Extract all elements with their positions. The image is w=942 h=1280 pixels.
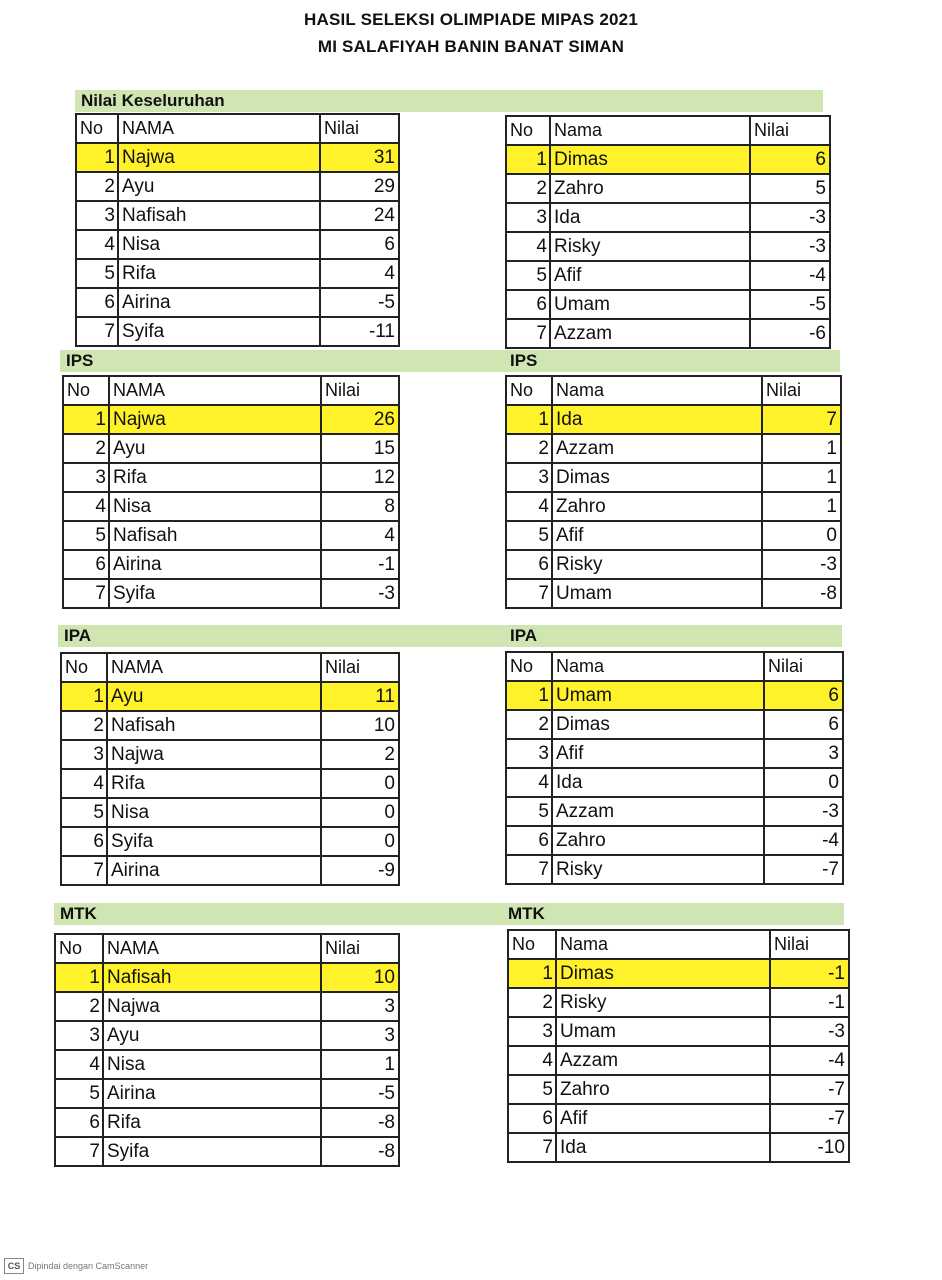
col-nilai-cell: 6: [764, 681, 843, 710]
col-no-cell: 2: [63, 434, 109, 463]
col-nilai-cell: -6: [750, 319, 830, 348]
col-no-cell: 1: [506, 145, 550, 174]
col-nama-cell: Azzam: [556, 1046, 770, 1075]
band-label-right: IPA: [510, 626, 538, 645]
document-subtitle: MI SALAFIYAH BANIN BANAT SIMAN: [317, 37, 625, 56]
col-nilai-cell: 7: [762, 405, 841, 434]
col-nama-cell: Najwa: [109, 405, 321, 434]
col-nilai-cell: 6: [764, 710, 843, 739]
col-no-cell: 1: [506, 681, 552, 710]
col-nama-cell: Airina: [103, 1079, 321, 1108]
col-nama-cell: Zahro: [556, 1075, 770, 1104]
col-nama-cell: Ayu: [103, 1021, 321, 1050]
band-label: IPS: [66, 351, 94, 370]
col-no-cell: 4: [506, 232, 550, 261]
table-header-row: [506, 652, 843, 681]
col-nilai-cell: 0: [321, 827, 399, 856]
col-nilai-cell: -4: [750, 261, 830, 290]
table-row: [506, 232, 830, 261]
col-no-cell: 4: [76, 230, 118, 259]
header-col-no: No: [55, 934, 103, 963]
col-no-cell: 5: [63, 521, 109, 550]
header-col-no: No: [506, 376, 552, 405]
table-header-row: [76, 114, 399, 143]
col-no-cell: 4: [61, 769, 107, 798]
table-row: [506, 463, 841, 492]
table-row: [55, 1021, 399, 1050]
col-nama-cell: Ida: [552, 768, 764, 797]
col-no-cell: 2: [506, 710, 552, 739]
col-no-cell: 2: [508, 988, 556, 1017]
col-nama-cell: Nisa: [103, 1050, 321, 1079]
col-nilai-cell: 3: [764, 739, 843, 768]
col-nilai-cell: 1: [321, 1050, 399, 1079]
table-row: [506, 550, 841, 579]
header-col-nilai: Nilai: [762, 376, 841, 405]
col-no-cell: 7: [506, 319, 550, 348]
header-col-nama: NAMA: [109, 376, 321, 405]
header-col-no: No: [508, 930, 556, 959]
col-no-cell: 4: [63, 492, 109, 521]
table-row: [506, 681, 843, 710]
col-nama-cell: Airina: [107, 856, 321, 885]
col-nama-cell: Dimas: [552, 710, 764, 739]
header-col-no: No: [76, 114, 118, 143]
col-nilai-cell: 6: [750, 145, 830, 174]
table-row: [506, 579, 841, 608]
col-nama-cell: Syifa: [103, 1137, 321, 1166]
table-row: [506, 768, 843, 797]
col-nilai-cell: -3: [750, 232, 830, 261]
table-row: [506, 739, 843, 768]
header-col-nama: Nama: [550, 116, 750, 145]
header-col-no: No: [63, 376, 109, 405]
col-no-cell: 5: [506, 261, 550, 290]
table-row: [63, 550, 399, 579]
col-no-cell: 5: [55, 1079, 103, 1108]
col-no-cell: 6: [61, 827, 107, 856]
col-nama-cell: Dimas: [550, 145, 750, 174]
table-row: [63, 463, 399, 492]
header-col-nilai: Nilai: [321, 653, 399, 682]
table-row: [506, 797, 843, 826]
table-row: [55, 1079, 399, 1108]
table-row: [506, 203, 830, 232]
col-nama-cell: Risky: [552, 550, 762, 579]
table-row: [506, 145, 830, 174]
col-no-cell: 5: [506, 521, 552, 550]
col-no-cell: 1: [76, 143, 118, 172]
table-row: [63, 521, 399, 550]
col-nama-cell: Umam: [550, 290, 750, 319]
col-no-cell: 5: [76, 259, 118, 288]
table-row: [55, 992, 399, 1021]
col-no-cell: 6: [506, 550, 552, 579]
table-row: [506, 174, 830, 203]
col-nilai-cell: -7: [770, 1104, 849, 1133]
header-col-no: No: [506, 652, 552, 681]
col-no-cell: 7: [63, 579, 109, 608]
table-row: [76, 143, 399, 172]
col-no-cell: 7: [508, 1133, 556, 1162]
table-row: [506, 319, 830, 348]
table-ipa-right: [505, 651, 844, 885]
col-nama-cell: Ida: [552, 405, 762, 434]
col-nama-cell: Rifa: [109, 463, 321, 492]
col-nama-cell: Ayu: [109, 434, 321, 463]
col-nama-cell: Ida: [556, 1133, 770, 1162]
col-nama-cell: Ayu: [107, 682, 321, 711]
col-nilai-cell: 6: [320, 230, 399, 259]
col-no-cell: 1: [55, 963, 103, 992]
col-nama-cell: Azzam: [552, 797, 764, 826]
col-nama-cell: Zahro: [552, 492, 762, 521]
col-nama-cell: Rifa: [118, 259, 320, 288]
col-no-cell: 7: [61, 856, 107, 885]
col-nilai-cell: 4: [320, 259, 399, 288]
document-title: HASIL SELEKSI OLIMPIADE MIPAS 2021: [304, 10, 638, 29]
table-mtk-right: [507, 929, 850, 1163]
col-nilai-cell: 10: [321, 711, 399, 740]
table-row: [76, 317, 399, 346]
table-row: [61, 827, 399, 856]
col-nilai-cell: 3: [321, 992, 399, 1021]
col-no-cell: 2: [76, 172, 118, 201]
col-nama-cell: Risky: [552, 855, 764, 884]
col-nama-cell: Najwa: [118, 143, 320, 172]
col-no-cell: 3: [63, 463, 109, 492]
col-nilai-cell: -4: [764, 826, 843, 855]
col-no-cell: 5: [506, 797, 552, 826]
col-nama-cell: Airina: [109, 550, 321, 579]
col-no-cell: 6: [506, 290, 550, 319]
col-nilai-cell: 0: [762, 521, 841, 550]
table-row: [506, 492, 841, 521]
table-header-row: [61, 653, 399, 682]
header-col-nama: NAMA: [107, 653, 321, 682]
section-band-ips: [60, 350, 840, 372]
col-nilai-cell: -3: [764, 797, 843, 826]
col-no-cell: 7: [55, 1137, 103, 1166]
header-col-nama: NAMA: [103, 934, 321, 963]
col-no-cell: 4: [508, 1046, 556, 1075]
col-nama-cell: Afif: [550, 261, 750, 290]
col-nama-cell: Umam: [556, 1017, 770, 1046]
col-nilai-cell: 31: [320, 143, 399, 172]
col-nilai-cell: 1: [762, 434, 841, 463]
header-col-nama: Nama: [552, 652, 764, 681]
header-col-nilai: Nilai: [770, 930, 849, 959]
col-nilai-cell: -9: [321, 856, 399, 885]
col-nama-cell: Azzam: [552, 434, 762, 463]
col-no-cell: 3: [506, 739, 552, 768]
col-no-cell: 3: [61, 740, 107, 769]
table-row: [63, 434, 399, 463]
table-row: [76, 230, 399, 259]
col-nilai-cell: -8: [321, 1108, 399, 1137]
col-nama-cell: Nisa: [107, 798, 321, 827]
col-nama-cell: Afif: [552, 739, 764, 768]
col-nama-cell: Nafisah: [118, 201, 320, 230]
col-no-cell: 5: [61, 798, 107, 827]
section-band-overall: [75, 90, 823, 112]
section-band-mtk: [54, 903, 844, 925]
table-row: [61, 740, 399, 769]
col-no-cell: 6: [63, 550, 109, 579]
col-nilai-cell: -7: [764, 855, 843, 884]
table-row: [506, 521, 841, 550]
col-nilai-cell: 11: [321, 682, 399, 711]
col-nilai-cell: -11: [320, 317, 399, 346]
header-col-no: No: [61, 653, 107, 682]
col-nama-cell: Nisa: [109, 492, 321, 521]
table-row: [55, 1050, 399, 1079]
table-row: [508, 1133, 849, 1162]
table-row: [63, 579, 399, 608]
col-nilai-cell: 10: [321, 963, 399, 992]
col-no-cell: 1: [506, 405, 552, 434]
table-overall-right: [505, 115, 831, 349]
table-row: [61, 682, 399, 711]
col-nama-cell: Nafisah: [107, 711, 321, 740]
table-row: [76, 172, 399, 201]
table-row: [508, 1075, 849, 1104]
table-row: [61, 856, 399, 885]
col-no-cell: 2: [55, 992, 103, 1021]
table-header-row: [55, 934, 399, 963]
col-nilai-cell: 8: [321, 492, 399, 521]
table-row: [506, 710, 843, 739]
col-no-cell: 2: [506, 174, 550, 203]
col-nilai-cell: -3: [321, 579, 399, 608]
col-nama-cell: Nafisah: [103, 963, 321, 992]
col-no-cell: 2: [61, 711, 107, 740]
table-row: [508, 988, 849, 1017]
table-header-row: [506, 376, 841, 405]
col-nama-cell: Afif: [552, 521, 762, 550]
col-nilai-cell: 4: [321, 521, 399, 550]
col-no-cell: 7: [506, 855, 552, 884]
col-nilai-cell: 15: [321, 434, 399, 463]
col-nama-cell: Nisa: [118, 230, 320, 259]
table-row: [506, 826, 843, 855]
camscanner-logo-icon: CS: [4, 1258, 24, 1274]
col-nilai-cell: -5: [320, 288, 399, 317]
col-nilai-cell: 1: [762, 463, 841, 492]
header-col-nilai: Nilai: [321, 934, 399, 963]
table-row: [508, 1046, 849, 1075]
col-nama-cell: Ida: [550, 203, 750, 232]
section-band-ipa: [58, 625, 842, 647]
table-row: [508, 1017, 849, 1046]
col-no-cell: 6: [76, 288, 118, 317]
col-no-cell: 1: [61, 682, 107, 711]
table-ipa-left: [60, 652, 400, 886]
table-row: [76, 288, 399, 317]
table-row: [76, 201, 399, 230]
col-nama-cell: Zahro: [552, 826, 764, 855]
col-no-cell: 4: [55, 1050, 103, 1079]
col-nama-cell: Nafisah: [109, 521, 321, 550]
col-nilai-cell: 0: [321, 769, 399, 798]
col-nilai-cell: 24: [320, 201, 399, 230]
col-nilai-cell: 26: [321, 405, 399, 434]
col-nilai-cell: -7: [770, 1075, 849, 1104]
table-row: [61, 798, 399, 827]
col-nama-cell: Risky: [550, 232, 750, 261]
col-nilai-cell: -3: [750, 203, 830, 232]
col-nilai-cell: -5: [750, 290, 830, 319]
col-nama-cell: Rifa: [107, 769, 321, 798]
col-no-cell: 6: [55, 1108, 103, 1137]
table-header-row: [63, 376, 399, 405]
col-nilai-cell: -1: [321, 550, 399, 579]
col-nilai-cell: 5: [750, 174, 830, 203]
header-col-nama: NAMA: [118, 114, 320, 143]
table-row: [55, 1137, 399, 1166]
col-no-cell: 3: [508, 1017, 556, 1046]
col-nilai-cell: 2: [321, 740, 399, 769]
header-col-nilai: Nilai: [320, 114, 399, 143]
band-label: Nilai Keseluruhan: [81, 91, 225, 110]
col-nama-cell: Ayu: [118, 172, 320, 201]
band-label: IPA: [64, 626, 92, 645]
band-label-right: MTK: [508, 904, 545, 923]
col-nama-cell: Airina: [118, 288, 320, 317]
watermark-text: Dipindai dengan CamScanner: [28, 1261, 149, 1271]
col-nilai-cell: -4: [770, 1046, 849, 1075]
col-nilai-cell: 12: [321, 463, 399, 492]
col-no-cell: 6: [508, 1104, 556, 1133]
col-nama-cell: Zahro: [550, 174, 750, 203]
header-col-nilai: Nilai: [750, 116, 830, 145]
col-nama-cell: Najwa: [107, 740, 321, 769]
col-nilai-cell: 29: [320, 172, 399, 201]
table-row: [506, 290, 830, 319]
col-nama-cell: Rifa: [103, 1108, 321, 1137]
col-nilai-cell: -1: [770, 959, 849, 988]
header-col-nilai: Nilai: [764, 652, 843, 681]
col-nama-cell: Dimas: [552, 463, 762, 492]
col-nama-cell: Syifa: [107, 827, 321, 856]
table-overall-left: [75, 113, 400, 347]
col-no-cell: 3: [76, 201, 118, 230]
table-header-row: [506, 116, 830, 145]
col-nama-cell: Najwa: [103, 992, 321, 1021]
header-col-nama: Nama: [552, 376, 762, 405]
col-nama-cell: Afif: [556, 1104, 770, 1133]
col-no-cell: 3: [506, 463, 552, 492]
col-no-cell: 5: [508, 1075, 556, 1104]
col-no-cell: 3: [506, 203, 550, 232]
col-nilai-cell: -5: [321, 1079, 399, 1108]
col-nama-cell: Dimas: [556, 959, 770, 988]
col-nilai-cell: -8: [321, 1137, 399, 1166]
table-ips-right: [505, 375, 842, 609]
col-nilai-cell: 1: [762, 492, 841, 521]
col-nilai-cell: -10: [770, 1133, 849, 1162]
col-nilai-cell: -8: [762, 579, 841, 608]
col-no-cell: 6: [506, 826, 552, 855]
band-label: MTK: [60, 904, 97, 923]
table-row: [55, 1108, 399, 1137]
table-header-row: [508, 930, 849, 959]
table-row: [506, 855, 843, 884]
col-no-cell: 7: [506, 579, 552, 608]
header-col-nilai: Nilai: [321, 376, 399, 405]
table-row: [508, 959, 849, 988]
table-row: [506, 405, 841, 434]
col-nilai-cell: -3: [770, 1017, 849, 1046]
header-col-no: No: [506, 116, 550, 145]
table-ips-left: [62, 375, 400, 609]
col-nilai-cell: 0: [321, 798, 399, 827]
col-no-cell: 7: [76, 317, 118, 346]
col-nama-cell: Syifa: [118, 317, 320, 346]
col-no-cell: 3: [55, 1021, 103, 1050]
col-nilai-cell: -1: [770, 988, 849, 1017]
col-no-cell: 4: [506, 768, 552, 797]
col-nama-cell: Umam: [552, 579, 762, 608]
table-row: [508, 1104, 849, 1133]
band-label-right: IPS: [510, 351, 538, 370]
scanner-watermark: [4, 1258, 148, 1274]
table-row: [55, 963, 399, 992]
header-col-nama: Nama: [556, 930, 770, 959]
col-nilai-cell: -3: [762, 550, 841, 579]
col-nama-cell: Risky: [556, 988, 770, 1017]
table-row: [76, 259, 399, 288]
table-row: [506, 434, 841, 463]
col-nilai-cell: 3: [321, 1021, 399, 1050]
table-row: [61, 711, 399, 740]
table-row: [61, 769, 399, 798]
col-no-cell: 2: [506, 434, 552, 463]
table-row: [506, 261, 830, 290]
col-nama-cell: Azzam: [550, 319, 750, 348]
col-nilai-cell: 0: [764, 768, 843, 797]
col-no-cell: 1: [63, 405, 109, 434]
table-mtk-left: [54, 933, 400, 1167]
col-nama-cell: Syifa: [109, 579, 321, 608]
table-row: [63, 405, 399, 434]
col-nama-cell: Umam: [552, 681, 764, 710]
col-no-cell: 4: [506, 492, 552, 521]
table-row: [63, 492, 399, 521]
col-no-cell: 1: [508, 959, 556, 988]
